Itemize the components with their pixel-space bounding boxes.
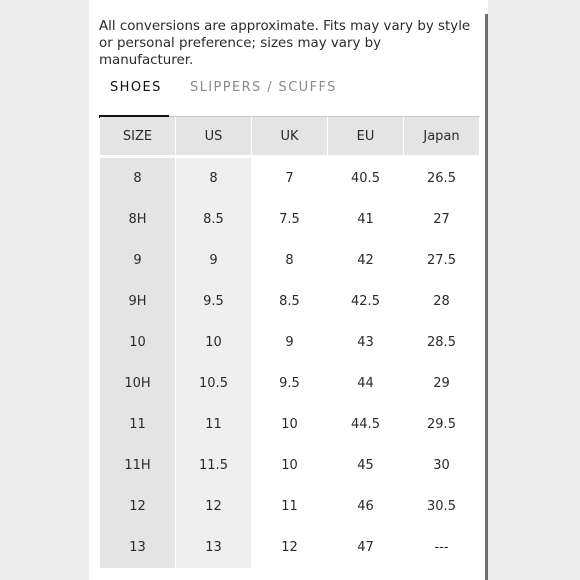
cell-us: 8 <box>176 158 251 199</box>
cell-size: 11 <box>100 404 175 445</box>
cell-eu: 46 <box>357 499 374 514</box>
cell-japan: 30.5 <box>427 499 456 514</box>
tab-slippers-scuffs[interactable]: SLIPPERS / SCUFFS <box>190 80 337 95</box>
header-size: SIZE <box>100 117 175 158</box>
cell-us: 10 <box>176 322 251 363</box>
cell-uk: 9 <box>285 335 294 350</box>
header-us: US <box>176 117 251 158</box>
table-row <box>100 445 479 486</box>
cell-eu: 41 <box>357 212 374 227</box>
cell-us: 8.5 <box>176 199 251 240</box>
cell-japan: 29 <box>433 376 450 391</box>
cell-us: 13 <box>176 527 251 568</box>
cell-size: 9H <box>100 281 175 322</box>
table-row <box>100 486 479 527</box>
table-row <box>100 281 479 322</box>
tab-bar <box>99 70 480 117</box>
cell-size: 11H <box>100 445 175 486</box>
cell-uk: 9.5 <box>279 376 300 391</box>
cell-uk: 12 <box>281 540 298 555</box>
cell-us: 9.5 <box>176 281 251 322</box>
cell-size: 8H <box>100 199 175 240</box>
cell-japan: 26.5 <box>427 171 456 186</box>
cell-uk: 10 <box>281 458 298 473</box>
cell-us: 11 <box>176 404 251 445</box>
table-row <box>100 527 479 568</box>
cell-japan: --- <box>434 540 449 555</box>
cell-japan: 29.5 <box>427 417 456 432</box>
header-eu: EU <box>328 117 403 158</box>
cell-uk: 11 <box>281 499 298 514</box>
cell-eu: 43 <box>357 335 374 350</box>
cell-uk: 8 <box>285 253 294 268</box>
table-row <box>100 404 479 445</box>
cell-size: 8 <box>100 158 175 199</box>
size-conversion-table <box>99 117 480 568</box>
header-japan: Japan <box>404 117 479 158</box>
cell-eu: 47 <box>357 540 374 555</box>
cell-japan: 27.5 <box>427 253 456 268</box>
cell-uk: 7 <box>285 171 294 186</box>
cell-eu: 40.5 <box>351 171 380 186</box>
cell-size: 12 <box>100 486 175 527</box>
tab-shoes[interactable]: SHOES <box>110 80 162 95</box>
cell-us: 12 <box>176 486 251 527</box>
table-header-row <box>100 117 479 158</box>
table-row <box>100 240 479 281</box>
cell-uk: 8.5 <box>279 294 300 309</box>
cell-size: 9 <box>100 240 175 281</box>
cell-japan: 28.5 <box>427 335 456 350</box>
cell-eu: 45 <box>357 458 374 473</box>
table-row <box>100 199 479 240</box>
cell-size: 13 <box>100 527 175 568</box>
cell-uk: 7.5 <box>279 212 300 227</box>
cell-us: 10.5 <box>176 363 251 404</box>
cell-eu: 42 <box>357 253 374 268</box>
header-uk: UK <box>252 117 327 158</box>
scrollbar[interactable] <box>485 14 488 580</box>
cell-us: 9 <box>176 240 251 281</box>
cell-uk: 10 <box>281 417 298 432</box>
cell-japan: 30 <box>433 458 450 473</box>
cell-size: 10H <box>100 363 175 404</box>
table-row <box>100 322 479 363</box>
cell-japan: 27 <box>433 212 450 227</box>
cell-eu: 42.5 <box>351 294 380 309</box>
cell-size: 10 <box>100 322 175 363</box>
cell-eu: 44 <box>357 376 374 391</box>
size-chart-panel <box>89 0 488 580</box>
cell-japan: 28 <box>433 294 450 309</box>
table-row <box>100 363 479 404</box>
conversion-note: All conversions are approximate. Fits may vary by style or personal preference; sizes may vary by manufacturer. <box>99 19 471 68</box>
cell-eu: 44.5 <box>351 417 380 432</box>
cell-us: 11.5 <box>176 445 251 486</box>
table-row <box>100 158 479 199</box>
